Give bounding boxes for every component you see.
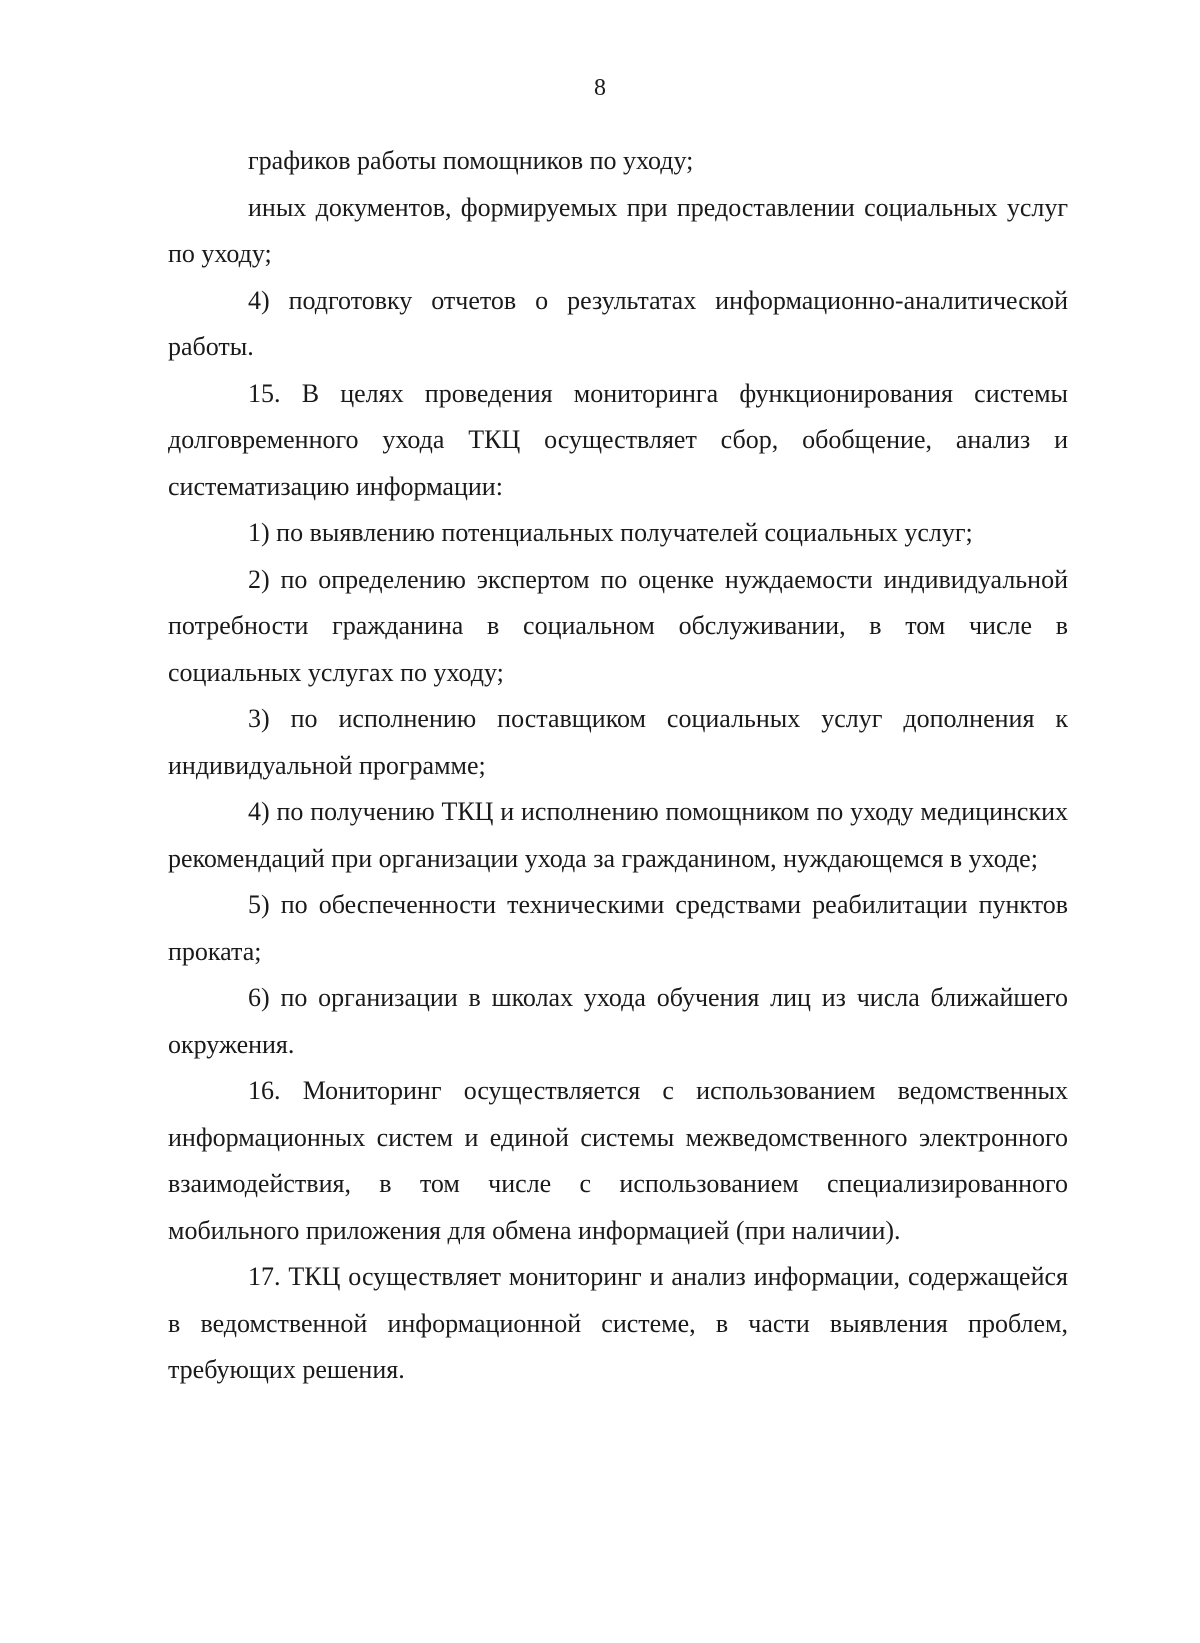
paragraph-item-4: 4) по получению ТКЦ и исполнению помощником по уходу медицинских рекомендаций при организации ухода за гражданином, нуждающемся в уходе; bbox=[168, 797, 1068, 873]
document-body bbox=[168, 138, 1068, 1394]
page-number: 8 bbox=[594, 75, 606, 101]
paragraph-item-4-reports: 4) подготовку отчетов о результатах информационно-аналитической работы. bbox=[168, 285, 1068, 361]
paragraph-section-16: 16. Мониторинг осуществляется с использованием ведомственных информационных систем и единой системы межведомственного электронного взаимодействия, в том числе с использованием специализированного мобильного приложения для обмена информацией (при наличии). bbox=[168, 1076, 1068, 1245]
paragraph-item-6: 6) по организации в школах ухода обучения лиц из числа ближайшего окружения. bbox=[168, 983, 1068, 1059]
paragraph-item-2: 2) по определению экспертом по оценке нуждаемости индивидуальной потребности гражданина в социальном обслуживании, в том числе в социальных услугах по уходу; bbox=[168, 564, 1068, 687]
paragraph-section-17: 17. ТКЦ осуществляет мониторинг и анализ информации, содержащейся в ведомственной информационной системе, в части выявления проблем, требующих решения. bbox=[168, 1262, 1068, 1384]
paragraph-work-schedules: графиков работы помощников по уходу; bbox=[248, 146, 694, 175]
paragraph-other-documents: иных документов, формируемых при предоставлении социальных услуг по уходу; bbox=[168, 192, 1068, 268]
paragraph-section-15: 15. В целях проведения мониторинга функционирования системы долговременного ухода ТКЦ осуществляет сбор, обобщение, анализ и систематизацию информации: bbox=[168, 378, 1068, 501]
paragraph-item-3: 3) по исполнению поставщиком социальных услуг дополнения к индивидуальной программе; bbox=[168, 704, 1068, 780]
paragraph-item-5: 5) по обеспеченности техническими средствами реабилитации пунктов проката; bbox=[168, 890, 1068, 966]
paragraph-item-1: 1) по выявлению потенциальных получателей социальных услуг; bbox=[248, 518, 973, 547]
